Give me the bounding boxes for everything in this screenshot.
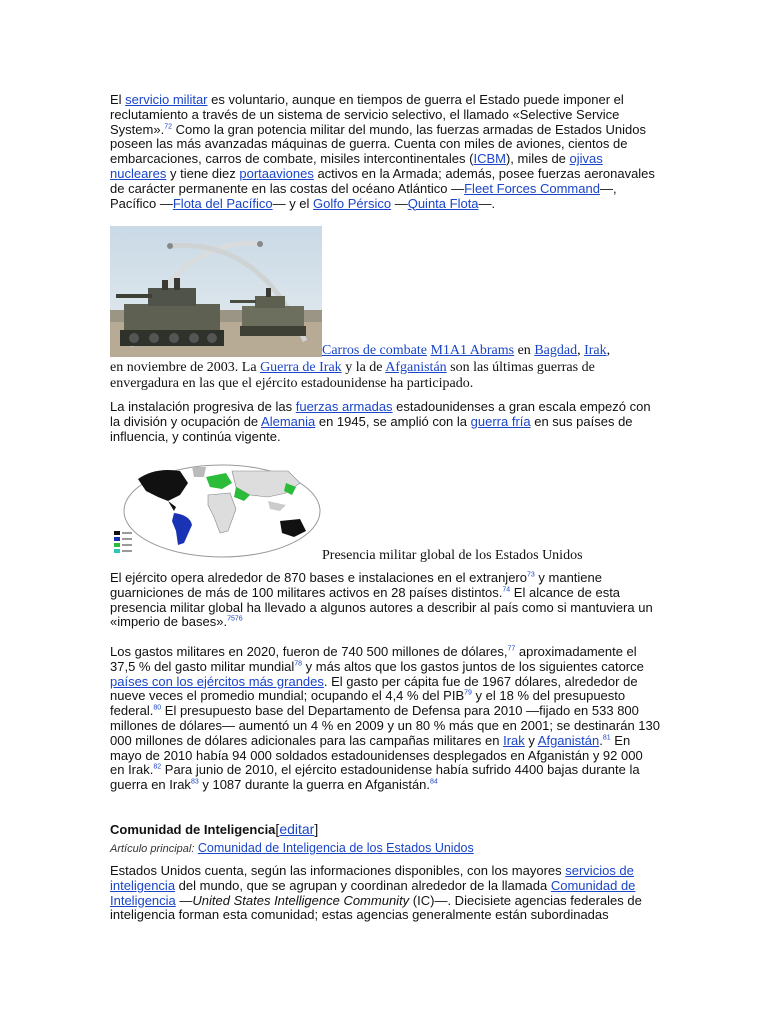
link-fuerzas-armadas[interactable]: fuerzas armadas — [295, 399, 393, 414]
link-alemania[interactable]: Alemania — [261, 413, 316, 429]
link-irak-2[interactable]: Irak — [503, 732, 525, 748]
paragraph-instalacion: La instalación progresiva de las fuerzas armadas estadounidenses a gran escala empezó con la división y ocupación de Alemania en 1945, se amplió con la guerra fría en sus países de influencia, y continúa vigente. — [110, 399, 651, 444]
tanks-photo[interactable] — [110, 226, 322, 357]
link-m1a1-abrams[interactable]: M1A1 Abrams — [430, 343, 515, 358]
link-flota-del-pacifico[interactable]: Flota del Pacífico — [172, 195, 273, 211]
link-icbm[interactable]: ICBM — [473, 151, 506, 167]
ref-7576[interactable]: 7576 — [227, 616, 243, 624]
link-comunidad-inteligencia-eeuu[interactable]: Comunidad de Inteligencia de los Estados Unidos — [197, 841, 474, 855]
link-guerra-fria[interactable]: guerra fría — [470, 413, 531, 429]
paragraph-gastos-militares: Los gastos militares en 2020, fueron de 740 500 millones de dólares,$^{77}$ aproximadamente el 37,5 % del gasto militar mundial$^{78}$ y más altos que los gastos juntos de los siguientes catorce países con los ejércitos más grandes. El gasto per cápita fue de 1967 dólares, alrededor de nueve veces el promedio mundial; ocupando el 4,4 % del PIB$^{79}$ y el 18 % del presupuesto federal.$^{80}$ El presupuesto base del Departamento de Defensa para 2010 —fijado en 533 800 millones de dólares— aumentó un 4 % en 2009 y un 80 % más que en 2001; se destinarán 130 000 millones de dólares adicionales para las campañas militares en Irak y Afganistán.$^{81}$ En mayo de 2010 había 94 000 soldados estadounidenses desplegados en Afganistán y 92 000 en Irak.$^{82}$ Para junio de 2010, el ejército estadounidense había sufrido 4400 bajas durante la guerra en Irak$^{83}$ y 1087 durante la guerra en Afganistán.$^{84}$ — [110, 644, 660, 793]
ref-80[interactable]: 80 — [153, 704, 162, 712]
ref-74[interactable]: 74 — [502, 586, 511, 594]
ref-84[interactable]: 84 — [430, 778, 438, 786]
ref-79[interactable]: 79 — [464, 690, 472, 698]
ref-72[interactable]: 72 — [164, 123, 172, 131]
link-golfo-persico[interactable]: Golfo Pérsico — [313, 195, 392, 211]
link-servicios-inteligencia[interactable]: servicios de inteligencia — [110, 863, 634, 893]
link-irak[interactable]: Irak — [584, 343, 607, 358]
ref-81[interactable]: 81 — [602, 734, 611, 742]
world-map-image[interactable] — [110, 461, 322, 560]
ref-78[interactable]: 78 — [294, 660, 303, 668]
link-afganistan-2[interactable]: Afganistán — [537, 732, 600, 748]
link-paises-ejercitos-grandes[interactable]: países con los ejércitos más grandes — [110, 673, 324, 689]
link-quinta-flota[interactable]: Quinta Flota — [407, 195, 479, 211]
section-heading-inteligencia: Comunidad de Inteligencia[editar] — [110, 821, 319, 837]
ref-77[interactable]: 77 — [507, 645, 516, 653]
link-ojivas-nucleares[interactable]: ojivas nucleares — [110, 151, 603, 181]
paragraph-bases: El ejército opera alrededor de 870 bases e instalaciones en el extranjero$^{73}$ y mantiene guarniciones de más de 100 militares activos en 28 países distintos.$^{74}$ El alcance de esta presencia militar global ha llevado a algunos autores a describir al país como si mantuviera un «imperio de bases».$^{7576}$ — [110, 570, 653, 630]
link-fleet-forces-command[interactable]: Fleet Forces Command — [464, 180, 600, 196]
edit-section-link[interactable]: [editar] — [275, 821, 319, 837]
caption-tanks: Carros de combate M1A1 Abrams en Bagdad, Irak, en noviembre de 2003. La Guerra de Irak y la de Afganistán son las últimas guerras de envergadura en las que el ejército estadounidense ha participado. — [110, 343, 611, 391]
link-servicio-militar[interactable]: servicio militar — [125, 92, 208, 107]
ref-83[interactable]: 83 — [190, 778, 199, 786]
main-article-note: Artículo principal: Comunidad de Inteligencia de los Estados Unidos — [110, 841, 474, 855]
link-comunidad-inteligencia[interactable]: Comunidad de Inteligencia — [110, 877, 636, 908]
ref-73[interactable]: 73 — [526, 571, 535, 579]
link-portaaviones[interactable]: portaaviones — [239, 165, 314, 181]
link-afganistan[interactable]: Afganistán — [385, 359, 447, 375]
link-guerra-de-irak[interactable]: Guerra de Irak — [260, 359, 342, 375]
link-carros-de-combate[interactable]: Carros de combate — [322, 343, 427, 358]
paragraph-inteligencia: Estados Unidos cuenta, según las informaciones disponibles, con los mayores servicios de inteligencia del mundo, que se agrupan y coordinan alrededor de la llamada Comunidad de Inteligencia —United States Intelligence Community (IC)—. Diecisiete agencias federales de inteligencia forman esta comunidad; estas agencias generalmente están subordinadas — [110, 863, 642, 923]
caption-map: Presencia militar global de los Estados Unidos — [322, 548, 583, 563]
paragraph-servicio-militar: El servicio militar es voluntario, aunque en tiempos de guerra el Estado puede imponer el reclutamiento a través de un sistema de servicio selectivo, el llamado «Selective Service System».$^{72}$ Como la gran potencia militar del mundo, las fuerzas armadas de Estados Unidos poseen las más avanzadas máquinas de guerra. Cuenta con miles de aviones, cientos de embarcaciones, carros de combate, misiles intercontinentales (ICBM), miles de ojivas nucleares y tiene diez portaaviones activos en la Armada; además, posee fuerzas aeronavales de carácter permanente en las costas del océano Atlántico —Fleet Forces Command—, Pacífico —Flota del Pacífico— y el Golfo Pérsico —Quinta Flota—. — [110, 92, 655, 211]
ref-82[interactable]: 82 — [153, 764, 162, 772]
link-bagdad[interactable]: Bagdad — [534, 343, 578, 358]
